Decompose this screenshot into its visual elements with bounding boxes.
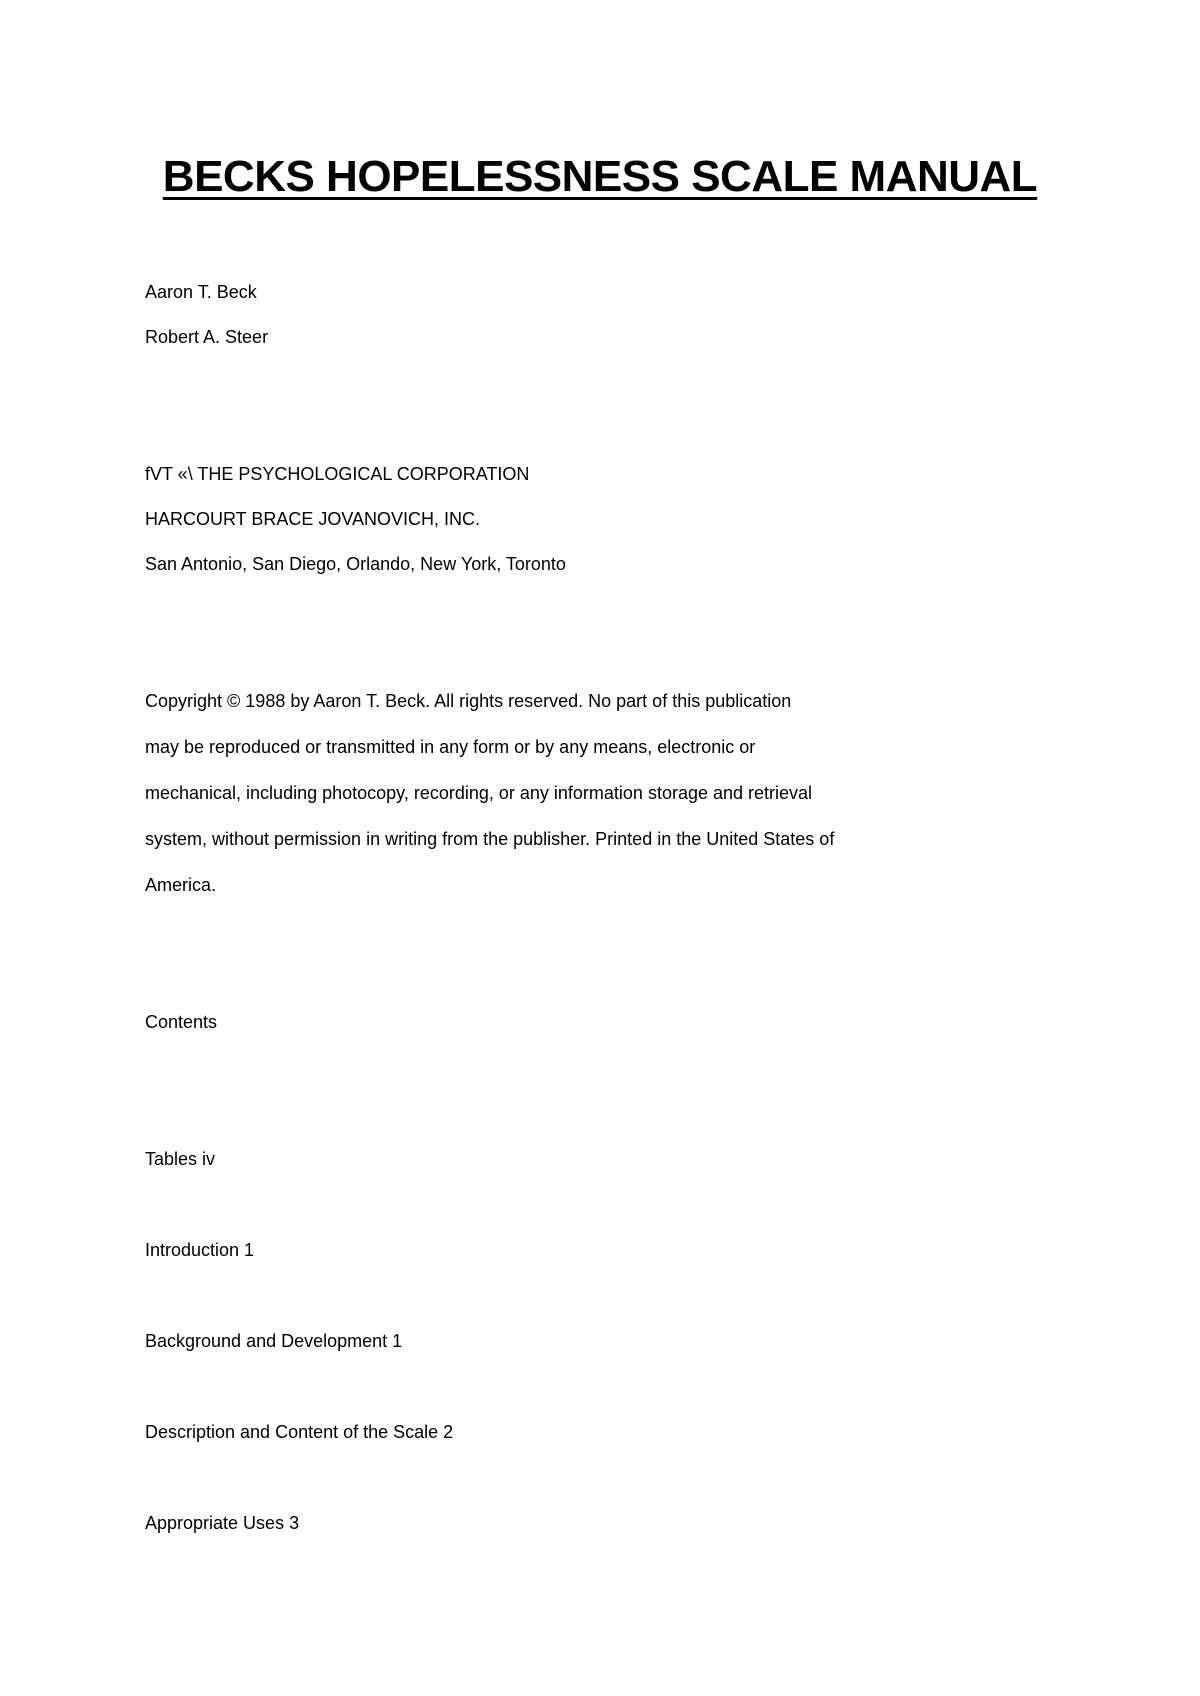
copyright-line: America.: [145, 875, 217, 895]
copyright-line: may be reproduced or transmitted in any form or by any means, electronic or: [145, 737, 756, 757]
copyright-line: Copyright © 1988 by Aaron T. Beck. All rights reserved. No part of this publication: [145, 691, 792, 711]
document-title: BECKS HOPELESSNESS SCALE MANUAL: [162, 152, 1038, 201]
contents-item: Appropriate Uses 3: [145, 1513, 300, 1533]
copyright-line: mechanical, including photocopy, recording, or any information storage and retrieval: [145, 783, 813, 803]
publisher-line: San Antonio, San Diego, Orlando, New York, Toronto: [145, 554, 566, 574]
copyright-line: system, without permission in writing from the publisher. Printed in the United States of: [145, 829, 835, 849]
author-line: Aaron T. Beck: [145, 282, 257, 302]
author-line: Robert A. Steer: [145, 327, 269, 347]
contents-item: Description and Content of the Scale 2: [145, 1422, 454, 1442]
publisher-line: HARCOURT BRACE JOVANOVICH, INC.: [145, 509, 481, 529]
publisher-line: fVT «\ THE PSYCHOLOGICAL CORPORATION: [145, 464, 530, 484]
contents-item: Tables iv: [145, 1149, 216, 1169]
contents-item: Introduction 1: [145, 1240, 255, 1260]
contents-item: Background and Development 1: [145, 1331, 403, 1351]
contents-heading: Contents: [145, 1012, 218, 1032]
